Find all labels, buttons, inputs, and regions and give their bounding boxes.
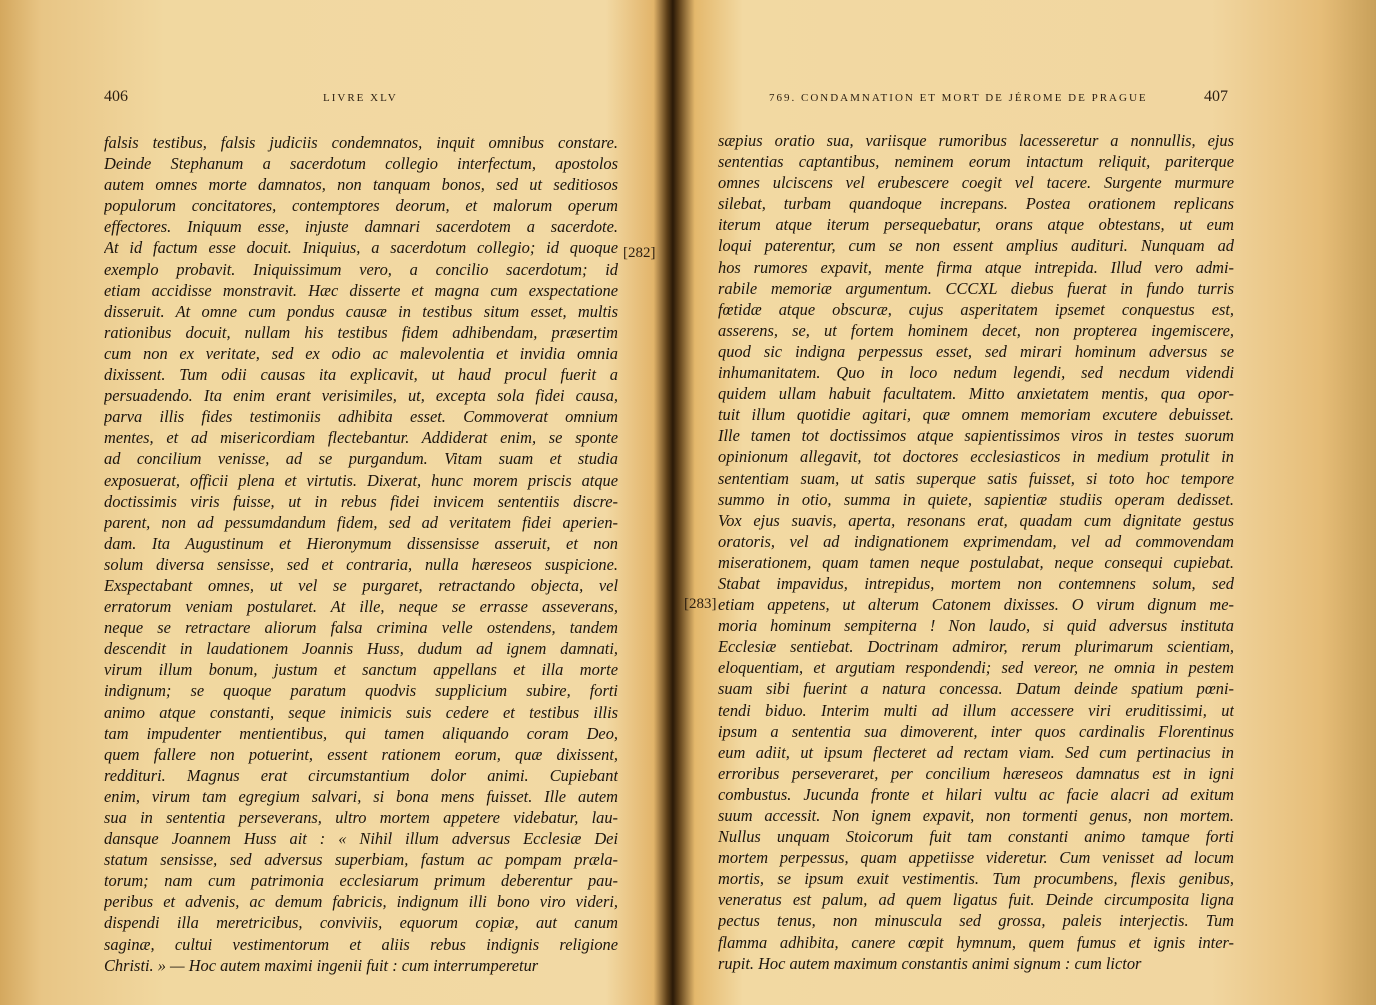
text-line: parent, non ad pessumdandum fidem, sed ad veritatem fidei aperien-	[104, 512, 618, 532]
text-line: mentes, et ad misericordiam flectebantur. Addiderat enim, se sponte	[104, 428, 618, 448]
left-page	[0, 0, 668, 1005]
text-line: moria hominum sempiterna ! Non laudo, si quid adversus instituta	[718, 616, 1234, 636]
text-line: solum diversa sensisse, sed et contraria, nulla hæreseos suspicione.	[104, 554, 618, 574]
text-line: Exspectabant omnes, ut vel se purgaret, retractando objecta, vel	[104, 575, 618, 595]
text-line: saginæ, cultui vestimentorum et aliis rebus indignis religione	[104, 934, 618, 954]
text-line: disseruit. At omne cum pondus causæ in testibus situm esset, multis	[104, 301, 618, 321]
text-line: virum illum bonum, justum et sanctum appellans et illa morte	[104, 660, 618, 680]
text-line: miserationem, quam tamen neque postulabat, neque consequi cupiebat.	[718, 552, 1234, 572]
text-line: exposuerat, officii plena et virtutis. Dixerat, hunc morem priscis atque	[104, 470, 618, 490]
text-line: autem omnes morte damnatos, non tanquam bonos, sed ut seditiosos	[104, 175, 618, 195]
right-page	[674, 0, 1376, 1005]
text-line: enim, virum tam egregium salvari, si bona mens fuisset. Ille autem	[104, 786, 618, 806]
running-head: 769. CONDAMNATION ET MORT DE JÉROME DE PRAGUE	[769, 92, 1148, 104]
text-line: sententias captantibus, neminem eorum intactum reliquit, pariterque	[718, 152, 1234, 172]
text-line: exemplo probavit. Iniquissimum vero, a concilio sacerdotum; id	[104, 259, 618, 279]
text-line: Nullus unquam Stoicorum fuit tam constanti animo tamque forti	[718, 827, 1234, 847]
text-line: cum non ex veritate, sed ex odio ac malevolentia et invidia omnia	[104, 343, 618, 363]
text-line: ipsum a sententia sua dimoverent, inter quos cardinalis Florentinus	[718, 721, 1234, 741]
text-line: Ille tamen tot doctissimos atque sapientissimos viros in testes suorum	[718, 426, 1234, 446]
text-line: iterum atque iterum persequebatur, orans atque obtestans, ut eum	[718, 215, 1234, 235]
text-line: etiam accidisse monstravit. Hæc disserte et magna cum exspectatione	[104, 280, 618, 300]
text-line: populorum concitatores, contemptores deorum, et malorum operum	[104, 196, 618, 216]
text-line: indignum; se quoque paratum quodvis supplicium subire, forti	[104, 681, 618, 701]
text-line: statum sensisse, sed adversus superbiam, fastum ac pompam præla-	[104, 850, 618, 870]
text-line: rationibus docuit, nullam his testibus fidem adhibendam, præsertim	[104, 322, 618, 342]
text-line: falsis testibus, falsis judiciis condemnatos, inquit omnibus constare.	[104, 133, 618, 152]
margin-marker: [283]	[684, 596, 717, 612]
page-body	[104, 132, 618, 976]
page-number: 406	[104, 88, 128, 105]
text-line: pectus tenus, non minuscula sed grossa, paleis interjectis. Tum	[718, 911, 1234, 931]
text-line: torum; nam cum patrimonia ecclesiarum primum deberentur pau-	[104, 871, 618, 891]
text-line: sua in sententia perseverans, ultro mortem appetere videbatur, lau-	[104, 808, 618, 827]
text-line: Vox ejus suavis, aperta, resonans erat, quadam cum dignitate gestus	[718, 510, 1234, 530]
text-line: combustus. Jucunda fronte et hilari vultu ac facie alacri ad exitum	[718, 784, 1234, 804]
text-line: silebat, turbam quandoque increpans. Postea orationem replicans	[718, 194, 1234, 214]
text-line: quod sic indigna perpessus esset, sed mirari hominum adversus se	[718, 341, 1234, 361]
text-line: tam impudenter mentientibus, qui tamen aliquando coram Deo,	[104, 723, 618, 743]
text-line: mortis, se ipsum exuit vestimentis. Tum procumbens, flexis genibus,	[718, 869, 1234, 889]
text-line: tendi biduo. Interim multi ad illum accessere viri eruditissimi, ut	[718, 700, 1234, 720]
text-line: rabile memoriæ argumentum. CCCXL diebus fuerat in fundo turris	[718, 278, 1234, 298]
text-line: dispendi illa meretricibus, conviviis, equorum copiæ, aut canum	[104, 913, 618, 933]
text-line: neque se retractare aliorum falsa crimina velle ostendens, tandem	[104, 618, 618, 638]
text-line: asserens, se, ut fortem hominem decet, non propterea ingemiscere,	[718, 320, 1234, 340]
text-line: fœtidæ atque obscuræ, cujus asperitatem ipsemet conquestus est,	[718, 299, 1234, 319]
text-line: doctissimis viris fuisse, ut in rebus fidei invicem sententiis discre-	[104, 491, 618, 511]
text-line: Deinde Stephanum a sacerdotum collegio interfectum, apostolos	[104, 154, 618, 174]
text-line: dixissent. Tum odii causas ita explicavit, ut haud procul fuerit a	[104, 365, 618, 385]
text-line: tuit illum quotidie agitari, quæ omnem memoriam excutere debuisset.	[718, 405, 1234, 425]
text-line: sententiam suam, ut satis superque satis fuisset, si toto hoc tempore	[718, 468, 1234, 488]
text-line: parva illis fides testimoniis adhibita esset. Commoverat omnium	[104, 407, 618, 427]
text-line: quidem ullam habuit facultatem. Mitto anxietatem mentis, qua opor-	[718, 384, 1234, 404]
text-line: quem fallere non potuerint, essent rationem eorum, quæ dixissent,	[104, 744, 618, 764]
text-line: veneratus est palum, ad quem ligatus fuit. Deinde circumposita ligna	[718, 890, 1234, 910]
text-line: hos rumores expavit, mente firma atque intrepida. Illud vero admi-	[718, 257, 1234, 277]
text-line: Stabat impavidus, intrepidus, mortem non contemnens solum, sed	[718, 573, 1234, 593]
text-line: rupit. Hoc autem maximum constantis animi signum : cum lictor	[718, 953, 1142, 973]
text-line: erroribus perseveraret, per concilium hæreseos damnatus est in igni	[718, 763, 1234, 783]
page-body	[718, 130, 1234, 974]
text-line: effectores. Iniquum esse, injuste damnari sacerdotem a sacerdote.	[104, 217, 618, 237]
text-line: Ecclesiæ sentiebat. Doctrinam admiror, rerum plurimarum scientiam,	[718, 637, 1234, 657]
text-line: inhumanitatem. Quo in loco nedum legendi, sed necdum videndi	[718, 363, 1234, 383]
page-number: 407	[1204, 88, 1228, 105]
margin-marker: [282]	[623, 245, 656, 261]
text-line: oratoris, vel ad indignationem exprimendam, vel ad commovendam	[718, 531, 1234, 551]
text-line: dam. Ita Augustinum et Hieronymum dissensisse asseruit, et non	[104, 533, 618, 553]
text-line: suam sibi fuerint a natura concessa. Datum deinde spatium pœni-	[718, 679, 1234, 699]
text-line: loqui paterentur, cum se non essent amplius audituri. Nunquam ad	[718, 236, 1234, 256]
text-line: persuadendo. Ita enim erant verisimiles, ut, excepta sola fidei causa,	[104, 386, 618, 406]
text-line: dansque Joannem Huss ait : « Nihil illum adversus Ecclesiæ Dei	[104, 829, 618, 849]
text-line: eloquentiam, et argutiam respondendi; sed vereor, ne omnia in pestem	[718, 658, 1234, 678]
text-line: At id factum esse docuit. Iniquius, a sacerdotum collegio; id quoque	[104, 238, 618, 258]
text-line: eum adiit, ut ipsum flecteret ad rectam viam. Sed cum pertinacius in	[718, 742, 1234, 762]
text-line: Christi. » — Hoc autem maximi ingenii fuit : cum interrumperetur	[104, 955, 539, 975]
text-line: flamma adhibita, canere cœpit hymnum, quem fumus et ignis inter-	[718, 932, 1234, 952]
running-head: LIVRE XLV	[323, 92, 398, 104]
text-line: reddituri. Magnus erat circumstantium dolor animi. Cupiebant	[104, 765, 618, 785]
text-line: etiam appetens, ut alterum Catonem dixisses. O virum dignum me-	[718, 595, 1234, 615]
text-line: omnes ulciscens vel erubescere coegit vel tacere. Surgente murmure	[718, 173, 1234, 193]
text-line: sæpius oratio sua, variisque rumoribus lacesseretur a nonnullis, ejus	[718, 131, 1234, 150]
text-line: descendit in laudationem Joannis Huss, dudum ad ignem damnati,	[104, 639, 618, 659]
text-line: suum accessit. Non ignem expavit, non tormenti genus, non mortem.	[718, 806, 1234, 825]
text-line: animo atque constanti, seque inimicis suis cedere et testibus illis	[104, 702, 618, 722]
text-line: peribus et advenis, ac demum fabricis, indignum illi bono viro videri,	[104, 892, 618, 912]
text-line: summo in otio, summa in quiete, sapientiæ studiis operam dedisset.	[718, 489, 1234, 509]
text-line: mortem perpessus, quam appetiisse videretur. Cum venisset ad locum	[718, 848, 1234, 868]
text-line: opinionum allegavit, tot doctores ecclesiasticos in medium protulit in	[718, 447, 1234, 467]
text-line: ad concilium venisse, ad se purgandum. Vitam suam et studia	[104, 449, 618, 469]
text-line: erratorum veniam postularet. At ille, neque se errasse asseverans,	[104, 597, 618, 617]
